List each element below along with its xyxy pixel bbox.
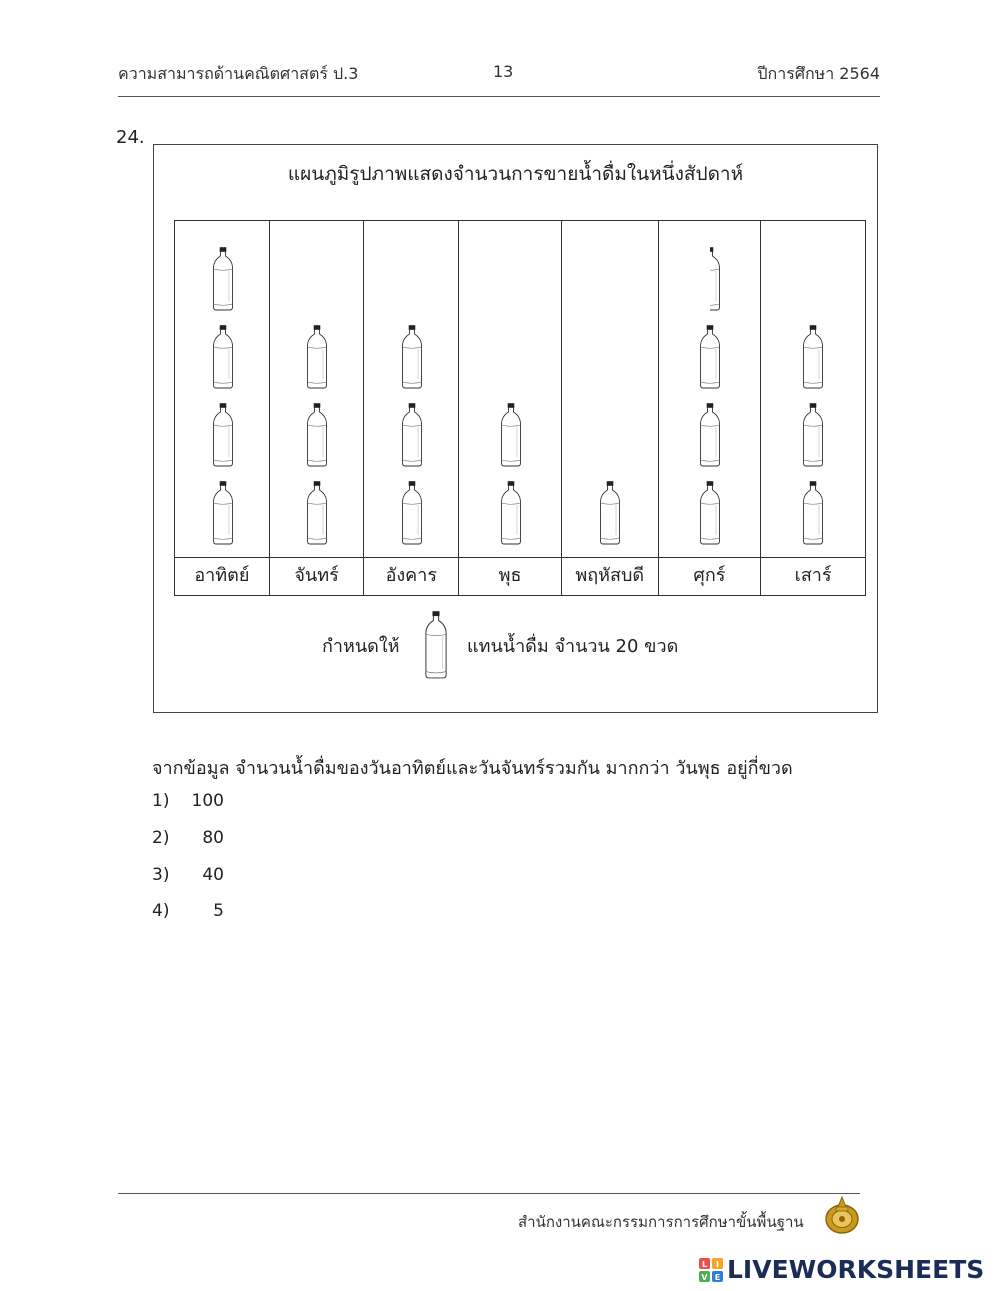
day-column — [459, 221, 562, 595]
bottle-icon — [212, 481, 234, 549]
day-column — [761, 221, 865, 595]
day-column — [364, 221, 459, 595]
badge-letter-i: I — [716, 1259, 719, 1269]
option-value: 5 — [213, 901, 224, 921]
footer-divider — [118, 1193, 860, 1194]
day-label: พฤหัสบดี — [562, 557, 658, 595]
bottle-icon — [802, 481, 824, 549]
footer-agency: สำนักงานคณะกรรมการการศึกษาขั้นพื้นฐาน — [518, 1213, 804, 1231]
legend-description: แทนน้ำดื่ม จำนวน 20 ขวด — [467, 636, 679, 657]
half-bottle-icon — [699, 247, 721, 315]
day-label: ศุกร์ — [659, 557, 761, 595]
badge-letter-l: L — [701, 1259, 708, 1269]
chart-title: แผนภูมิรูปภาพแสดงจำนวนการขายน้ำดื่มในหนึ่งสัปดาห์ — [287, 163, 744, 185]
option-value: 40 — [202, 865, 224, 885]
answer-option-1[interactable] — [152, 791, 224, 811]
day-label: เสาร์ — [761, 557, 865, 595]
liveworksheets-text: LIVEWORKSHEETS — [727, 1255, 985, 1284]
header-divider — [118, 96, 880, 97]
bottle-icon — [699, 403, 721, 471]
option-number: 2) — [152, 828, 170, 848]
question-number: 24. — [116, 127, 145, 148]
bottle-icon — [599, 481, 621, 549]
answer-option-4[interactable] — [152, 901, 224, 921]
header-subject: ความสามารถด้านคณิตศาสตร์ ป.3 — [118, 64, 359, 83]
badge-letter-e: E — [714, 1272, 721, 1282]
liveworksheets-watermark — [699, 1255, 984, 1284]
bottle-icon — [306, 481, 328, 549]
option-value: 80 — [202, 828, 224, 848]
bottle-icon — [802, 403, 824, 471]
bottle-icon — [401, 325, 423, 393]
option-number: 3) — [152, 865, 170, 885]
pictograph-table — [174, 220, 866, 596]
bottle-icon — [212, 247, 234, 315]
liveworksheets-badge-icon — [699, 1258, 723, 1282]
option-value: 100 — [191, 791, 224, 811]
agency-seal-icon — [823, 1195, 861, 1239]
day-column — [270, 221, 365, 595]
day-label: อาทิตย์ — [175, 557, 269, 595]
bottle-icon — [802, 325, 824, 393]
day-column — [562, 221, 659, 595]
answer-option-2[interactable] — [152, 828, 224, 848]
day-label: อังคาร — [364, 557, 458, 595]
day-column — [175, 221, 270, 595]
bottle-icon — [212, 403, 234, 471]
bottle-icon — [212, 325, 234, 393]
question-text: จากข้อมูล จำนวนน้ำดื่มของวันอาทิตย์และวันจันทร์รวมกัน มากกว่า วันพุธ อยู่กี่ขวด — [152, 758, 793, 779]
bottle-icon — [500, 403, 522, 471]
answer-option-3[interactable] — [152, 865, 224, 885]
chart-legend — [154, 611, 877, 675]
bottle-icon — [306, 325, 328, 393]
header-year: ปีการศึกษา 2564 — [757, 64, 880, 83]
bottle-icon — [306, 403, 328, 471]
legend-prefix: กำหนดให้ — [322, 636, 400, 657]
bottle-icon — [699, 325, 721, 393]
legend-bottle-icon — [424, 611, 448, 683]
page-number: 13 — [493, 62, 514, 81]
option-number: 1) — [152, 791, 170, 811]
day-column — [659, 221, 762, 595]
day-label: พุธ — [459, 557, 561, 595]
day-label: จันทร์ — [270, 557, 364, 595]
option-number: 4) — [152, 901, 170, 921]
bottle-icon — [500, 481, 522, 549]
bottle-icon — [401, 403, 423, 471]
bottle-icon — [401, 481, 423, 549]
pictograph-frame — [153, 144, 878, 713]
badge-letter-v: V — [701, 1272, 708, 1282]
bottle-icon — [699, 481, 721, 549]
